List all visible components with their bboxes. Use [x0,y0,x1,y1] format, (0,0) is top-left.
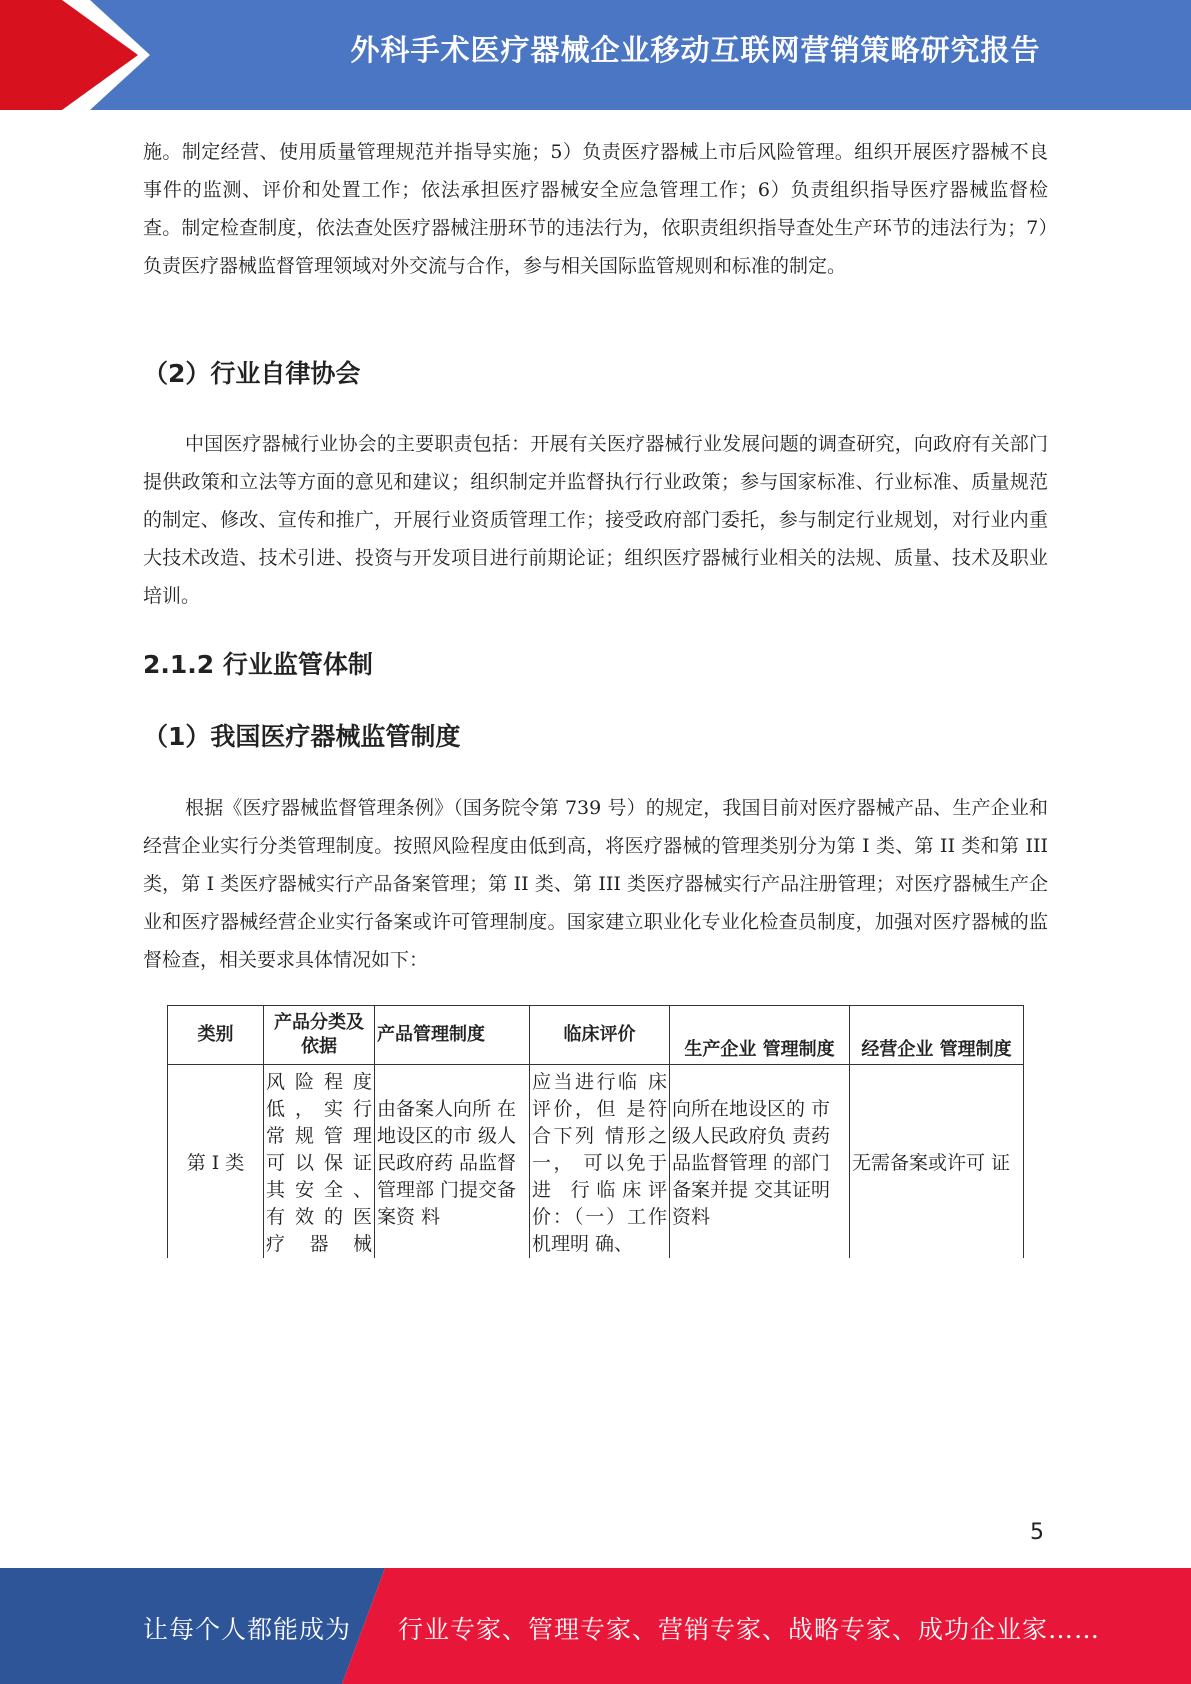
table-header-cell: 生产企业 管理制度 [670,1006,850,1065]
footer-slogan-left: 让每个人都能成为 [143,1615,352,1644]
table-header-row [168,1006,1024,1065]
report-title: 外科手术医疗器械企业移动互联网营销策略研究报告 [350,33,1041,67]
footer-slogan-right: 行业专家、管理专家、营销专家、战略专家、成功企业家…… [398,1615,1101,1644]
table-header-cell: 类别 [168,1006,264,1065]
table-header-cell: 经营企业 管理制度 [850,1006,1024,1065]
intro-paragraph: 施。制定经营、使用质量管理规范并指导实施；5）负责医疗器械上市后风险管理。组织开展医疗器械不良事件的监测、评价和处置工作；依法承担医疗器械安全应急管理工作；6）负责组织指导医疗器械监督检查。制定检查制度，依法查处医疗器械注册环节的违法行为，依职责组织指导查处生产环节的违法行为；7）负责医疗器械监督管理领域对外交流与合作，参与相关国际监管规则和标准的制定。 [143,141,1048,277]
table-row [168,1065,1024,1259]
table-cell: 向所在地设区的 市级人民政府负 责药品监督管理 的部门备案并提 交其证明资料 [670,1065,850,1259]
section-heading-regulatory-system: 2.1.2 行业监管体制 [143,650,373,679]
self-regulation-paragraph: 中国医疗器械行业协会的主要职责包括：开展有关医疗器械行业发展问题的调查研究，向政府有关部门提供政策和立法等方面的意见和建议；组织制定并监督执行行业政策；参与国家标准、行业标准、质量规范的制定、修改、宣传和推广，开展行业资质管理工作；接受政府部门委托，参与制定行业规划，对行业内重大技术改造、技术引进、投资与开发项目进行前期论证；组织医疗器械行业相关的法规、质量、技术及职业培训。 [143,433,1048,607]
table-header-cell: 产品管理制度 [375,1006,530,1065]
page-number: 5 [1030,1520,1044,1545]
table-cell: 第 I 类 [168,1065,264,1259]
regulation-table [167,1005,1024,1258]
table-cell: 由备案人向所 在地设区的市 级人民政府药 品监督管理部 门提交备案资 料 [375,1065,530,1259]
page-footer [0,1568,1191,1684]
table-cell: 应当进行临 床评价，但 是符合下列 情形之一， 可以免于进 行临床评价：（一）工作机理明 确、 [530,1065,670,1259]
page-header [0,0,1191,110]
section-subheading-device-regulation: （1）我国医疗器械监管制度 [143,722,461,751]
regulation-paragraph: 根据《医疗器械监督管理条例》（国务院令第 739 号）的规定，我国目前对医疗器械产品、生产企业和经营企业实行分类管理制度。按照风险程度由低到高，将医疗器械的管理类别分为第 I 类、第 II 类和第 III 类，第 I 类医疗器械实行产品备案管理；第 II 类、第 III 类医疗器械实行产品注册管理；对医疗器械生产企业和医疗器械经营企业实行备案或许可管理制度。国家建立职业化专业化检查员制度，加强对医疗器械的监督检查，相关要求具体情况如下： [143,797,1048,971]
table-cell: 无需备案或许可 证 [850,1065,1024,1259]
table-header-cell: 临床评价 [530,1006,670,1065]
section-heading-self-regulation: （2）行业自律协会 [143,359,361,388]
table-cell: 风 险 程 度低 ， 实 行常 规 管 理可 以 保 证其 安 全 、有 效 的 医疗器械 [264,1065,375,1259]
table-header-cell: 产品分类及依据 [264,1006,375,1065]
